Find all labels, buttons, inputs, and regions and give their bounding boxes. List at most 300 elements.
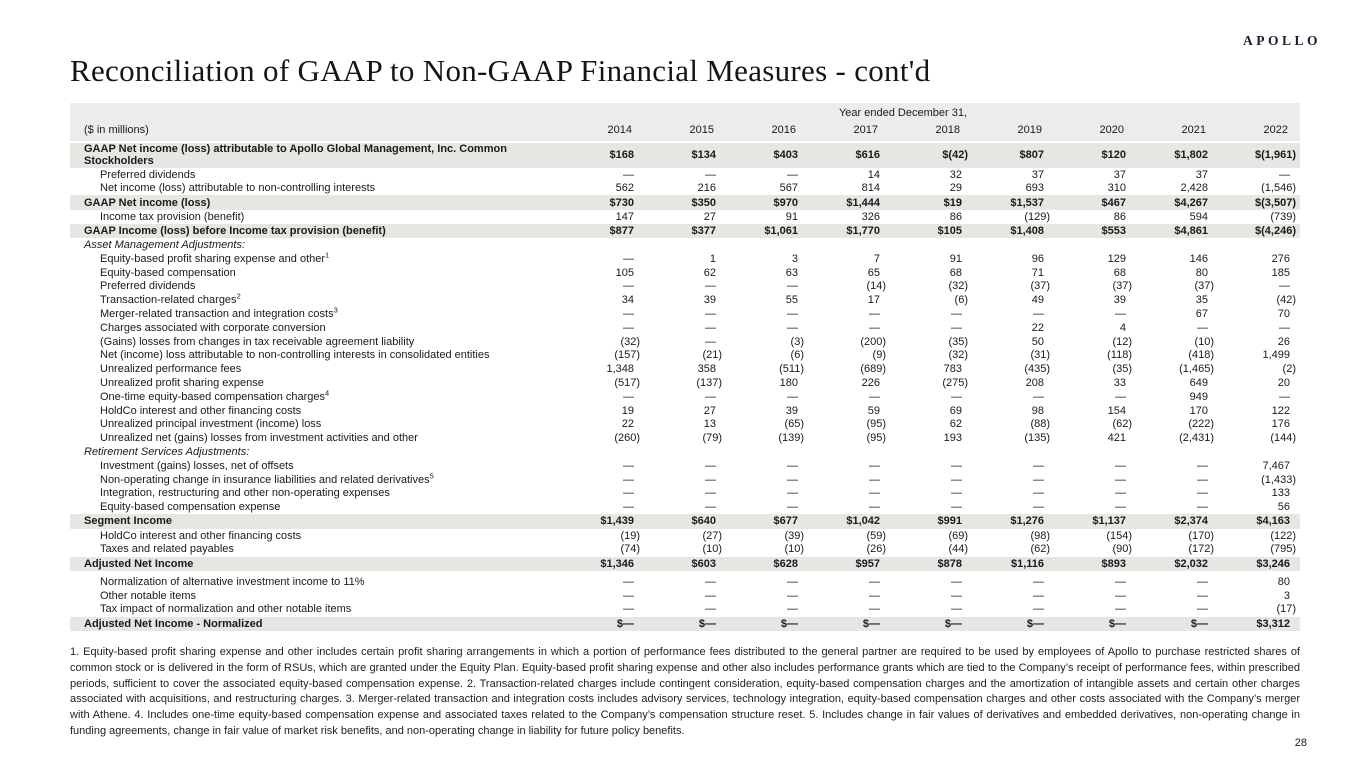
year-column-header: 2020	[1099, 124, 1124, 136]
cell-value: $350	[691, 196, 716, 209]
row-label: HoldCo interest and other financing costs	[100, 404, 302, 417]
cell-value: $1,439	[600, 515, 634, 528]
footnote-marker: 2	[236, 291, 241, 301]
row-label: Other notable items	[100, 589, 196, 602]
cell-value: —	[623, 459, 634, 472]
cell-value: (32)	[620, 335, 640, 348]
row-label: Retirement Services Adjustments:	[84, 446, 250, 459]
cell-value: —	[951, 575, 962, 588]
cell-value: $—	[944, 617, 962, 630]
row-label: GAAP Net income (loss)	[84, 196, 211, 209]
row-label: Unrealized profit sharing expense	[100, 377, 264, 390]
cell-value: —	[787, 501, 798, 514]
cell-value: (98)	[1030, 529, 1050, 542]
cell-value: (122)	[1270, 529, 1296, 542]
cell-value: (35)	[1112, 363, 1132, 376]
table-row	[70, 557, 1300, 572]
table-row	[70, 182, 1300, 196]
cell-value: 37	[1031, 168, 1044, 181]
cell-value: —	[951, 459, 962, 472]
cell-value: (6)	[954, 294, 968, 307]
cell-value: 80	[1277, 575, 1290, 588]
cell-value: 3	[791, 252, 798, 265]
year-column-header: 2016	[771, 124, 796, 136]
cell-value: 69	[949, 404, 962, 417]
cell-value: (129)	[1024, 210, 1050, 223]
cell-value: 146	[1189, 252, 1208, 265]
cell-value: —	[1115, 308, 1126, 321]
apollo-logo: APOLLO	[1242, 33, 1321, 48]
cell-value: —	[623, 280, 634, 293]
cell-value: 20	[1277, 377, 1290, 390]
cell-value: (12)	[1112, 335, 1132, 348]
table-row	[70, 543, 1300, 557]
cell-value: —	[787, 575, 798, 588]
cell-value: —	[1115, 487, 1126, 500]
cell-value: —	[623, 603, 634, 616]
cell-value: 216	[697, 182, 716, 195]
cell-value: 180	[779, 377, 798, 390]
row-label: Equity-based profit sharing expense and other$^1$	[100, 250, 330, 265]
cell-value: 122	[1271, 404, 1290, 417]
cell-value: 86	[949, 210, 962, 223]
cell-value: —	[623, 308, 634, 321]
cell-value: (9)	[872, 349, 886, 362]
cell-value: (21)	[702, 349, 722, 362]
table-row	[70, 589, 1300, 603]
cell-value: 783	[943, 363, 962, 376]
cell-value: —	[705, 473, 716, 486]
cell-value: $640	[691, 515, 716, 528]
cell-value: 814	[861, 182, 880, 195]
cell-value: $553	[1101, 224, 1126, 237]
year-column-header: 2015	[689, 124, 714, 136]
cell-value: $105	[937, 224, 962, 237]
cell-value: (95)	[866, 432, 886, 445]
cell-value: $377	[691, 224, 716, 237]
cell-value: —	[787, 308, 798, 321]
cell-value: —	[951, 501, 962, 514]
row-label: Adjusted Net Income	[84, 557, 194, 570]
cell-value: —	[787, 473, 798, 486]
cell-value: (137)	[696, 377, 722, 390]
cell-value: $730	[609, 196, 634, 209]
row-label: Normalization of alternative investment income to 11%	[100, 575, 365, 588]
cell-value: —	[705, 168, 716, 181]
cell-value: (418)	[1188, 349, 1214, 362]
cell-value: (14)	[866, 280, 886, 293]
row-label: Asset Management Adjustments:	[84, 239, 246, 252]
cell-value: (118)	[1107, 349, 1132, 362]
cell-value: —	[951, 321, 962, 334]
year-column-header: 2017	[853, 124, 878, 136]
cell-value: $1,116	[1010, 557, 1044, 570]
cell-value: $(1,961)	[1255, 149, 1296, 162]
cell-value: 71	[1031, 266, 1044, 279]
table-row	[70, 459, 1300, 473]
table-row	[70, 363, 1300, 377]
cell-value: 421	[1107, 432, 1126, 445]
cell-value: (511)	[779, 363, 804, 376]
cell-value: (69)	[948, 529, 968, 542]
cell-value: —	[1115, 603, 1126, 616]
row-label: Preferred dividends	[100, 168, 196, 181]
row-label: GAAP Income (loss) before Income tax provision (benefit)	[84, 224, 386, 237]
cell-value: 29	[949, 182, 962, 195]
row-label: Equity-based compensation	[100, 266, 236, 279]
row-label: Unrealized performance fees	[100, 363, 242, 376]
cell-value: —	[623, 321, 634, 334]
cell-value: —	[1115, 589, 1126, 602]
cell-value: —	[1115, 473, 1126, 486]
row-label: Merger-related transaction and integration costs$^3$	[100, 305, 338, 321]
cell-value: $970	[773, 196, 798, 209]
cell-value: $677	[773, 515, 798, 528]
cell-value: (35)	[948, 335, 968, 348]
table-row	[70, 349, 1300, 363]
cell-value: —	[705, 459, 716, 472]
cell-value: (37)	[1112, 280, 1132, 293]
cell-value: 37	[1113, 168, 1126, 181]
cell-value: 649	[1189, 377, 1208, 390]
cell-value: $19	[943, 196, 962, 209]
year-column-header: 2018	[935, 124, 960, 136]
cell-value: $957	[855, 557, 880, 570]
cell-value: 50	[1031, 335, 1044, 348]
cell-value: (435)	[1024, 363, 1050, 376]
footnote-marker: 5	[429, 470, 434, 480]
cell-value: —	[1033, 575, 1044, 588]
table-row	[70, 252, 1300, 266]
row-label: Integration, restructuring and other non-operating expenses	[100, 487, 390, 500]
cell-value: (135)	[1024, 432, 1050, 445]
cell-value: (1,465)	[1179, 363, 1214, 376]
cell-value: $878	[937, 557, 962, 570]
cell-value: 2,428	[1180, 182, 1208, 195]
cell-value: —	[705, 603, 716, 616]
cell-value: (37)	[1030, 280, 1050, 293]
cell-value: 56	[1277, 501, 1290, 514]
cell-value: —	[951, 473, 962, 486]
cell-value: 80	[1195, 266, 1208, 279]
cell-value: 37	[1195, 168, 1208, 181]
table-row	[70, 487, 1300, 501]
table-row	[70, 575, 1300, 589]
table-row	[70, 195, 1300, 210]
cell-value: 7	[873, 252, 880, 265]
row-label: HoldCo interest and other financing costs	[100, 529, 302, 542]
row-label: Investment (gains) losses, net of offsets	[100, 459, 294, 472]
cell-value: 276	[1271, 252, 1290, 265]
cell-value: 86	[1113, 210, 1126, 223]
cell-value: $2,032	[1174, 557, 1208, 570]
cell-value: (139)	[778, 432, 804, 445]
cell-value: —	[869, 575, 880, 588]
table-row	[70, 210, 1300, 224]
cell-value: $1,802	[1174, 149, 1208, 162]
cell-value: 35	[1195, 294, 1208, 307]
cell-value: —	[951, 589, 962, 602]
cell-value: 62	[703, 266, 716, 279]
cell-value: $134	[691, 149, 716, 162]
cell-value: (3)	[790, 335, 804, 348]
footnote-marker: 1	[325, 250, 330, 260]
cell-value: 310	[1107, 182, 1126, 195]
cell-value: —	[1115, 501, 1126, 514]
table-row	[70, 291, 1300, 308]
row-label: Unrealized net (gains) losses from investment activities and other	[100, 432, 418, 445]
table-row	[70, 404, 1300, 418]
cell-value: $1,346	[600, 557, 634, 570]
cell-value: 147	[615, 210, 634, 223]
cell-value: 67	[1195, 308, 1208, 321]
cell-value: —	[1279, 390, 1290, 403]
cell-value: $603	[691, 557, 716, 570]
cell-value: —	[787, 280, 798, 293]
cell-value: $1,537	[1010, 196, 1044, 209]
cell-value: (10)	[702, 543, 722, 556]
cell-value: —	[951, 390, 962, 403]
row-label: Preferred dividends	[100, 280, 196, 293]
cell-value: —	[705, 589, 716, 602]
cell-value: (1,546)	[1261, 182, 1296, 195]
row-label: Equity-based compensation expense	[100, 501, 281, 514]
cell-value: (517)	[614, 377, 640, 390]
cell-value: 65	[867, 266, 880, 279]
cell-value: 34	[621, 294, 634, 307]
cell-value: (88)	[1030, 418, 1050, 431]
cell-value: —	[1033, 390, 1044, 403]
cell-value: (74)	[620, 543, 640, 556]
table-row	[70, 238, 1300, 252]
cell-value: —	[787, 459, 798, 472]
cell-value: —	[705, 390, 716, 403]
span-header-spacer	[70, 106, 562, 121]
table-row	[70, 418, 1300, 432]
cell-value: 170	[1189, 404, 1208, 417]
year-column-header: 2021	[1181, 124, 1206, 136]
row-label: Tax impact of normalization and other notable items	[100, 603, 352, 616]
cell-value: 1,499	[1262, 349, 1290, 362]
cell-value: $(4,246)	[1255, 224, 1296, 237]
cell-value: 91	[949, 252, 962, 265]
table-row	[70, 266, 1300, 280]
cell-value: —	[623, 487, 634, 500]
cell-value: —	[787, 321, 798, 334]
cell-value: (10)	[1194, 335, 1214, 348]
cell-value: (1,433)	[1261, 473, 1296, 486]
cell-value: $4,163	[1256, 515, 1290, 528]
cell-value: 562	[615, 182, 634, 195]
cell-value: —	[787, 589, 798, 602]
cell-value: (2)	[1282, 363, 1296, 376]
cell-value: —	[1279, 280, 1290, 293]
cell-value: 949	[1189, 390, 1208, 403]
page-number: 28	[1294, 737, 1307, 749]
table-row	[70, 529, 1300, 543]
cell-value: —	[869, 321, 880, 334]
cell-value: $3,246	[1256, 557, 1290, 570]
cell-value: 4	[1119, 321, 1126, 334]
cell-value: —	[1033, 473, 1044, 486]
cell-value: $1,276	[1010, 515, 1044, 528]
cell-value: 55	[785, 294, 798, 307]
cell-value: —	[705, 501, 716, 514]
footnote-marker: 4	[325, 388, 330, 398]
cell-value: —	[951, 603, 962, 616]
cell-value: —	[1197, 459, 1208, 472]
table-row	[70, 280, 1300, 294]
cell-value: (42)	[1276, 294, 1296, 307]
cell-value: 7,467	[1262, 459, 1290, 472]
cell-value: (739)	[1270, 210, 1296, 223]
cell-value: (157)	[614, 349, 640, 362]
cell-value: —	[869, 308, 880, 321]
table-row	[70, 224, 1300, 239]
cell-value: (19)	[620, 529, 640, 542]
cell-value: (200)	[860, 335, 886, 348]
cell-value: (39)	[784, 529, 804, 542]
cell-value: (62)	[1112, 418, 1132, 431]
cell-value: —	[623, 252, 634, 265]
cell-value: —	[623, 575, 634, 588]
cell-value: —	[623, 473, 634, 486]
cell-value: $4,861	[1174, 224, 1208, 237]
cell-value: 22	[621, 418, 634, 431]
cell-value: $—	[862, 617, 880, 630]
cell-value: (154)	[1106, 529, 1132, 542]
cell-value: 105	[615, 266, 634, 279]
cell-value: 96	[1031, 252, 1044, 265]
row-label: Income tax provision (benefit)	[100, 210, 245, 223]
cell-value: $628	[773, 557, 798, 570]
cell-value: (27)	[702, 529, 722, 542]
table-row	[70, 445, 1300, 459]
cell-value: 133	[1271, 487, 1290, 500]
cell-value: (144)	[1270, 432, 1296, 445]
table-body	[70, 143, 1300, 631]
cell-value: —	[1197, 487, 1208, 500]
cell-value: —	[787, 390, 798, 403]
table-row	[70, 376, 1300, 390]
cell-value: (170)	[1188, 529, 1214, 542]
year-column-header: 2019	[1017, 124, 1042, 136]
cell-value: —	[1279, 321, 1290, 334]
row-label: Net income (loss) attributable to non-controlling interests	[100, 182, 376, 195]
cell-value: —	[869, 501, 880, 514]
table-row	[70, 501, 1300, 515]
cell-value: 59	[867, 404, 880, 417]
cell-value: —	[1197, 603, 1208, 616]
cell-value: —	[869, 390, 880, 403]
row-label: Non-operating change in insurance liabilities and related derivatives$^5$	[100, 470, 434, 486]
cell-value: (32)	[948, 280, 968, 293]
cell-value: 14	[867, 168, 880, 181]
cell-value: 154	[1107, 404, 1126, 417]
span-header-label: Year ended December 31,	[838, 107, 967, 119]
cell-value: 176	[1271, 418, 1290, 431]
cell-value: —	[1115, 459, 1126, 472]
table-row	[70, 168, 1300, 182]
cell-value: 129	[1107, 252, 1126, 265]
cell-value: —	[705, 487, 716, 500]
cell-value: —	[869, 459, 880, 472]
cell-value: —	[705, 321, 716, 334]
cell-value: —	[869, 603, 880, 616]
row-label: Segment Income	[84, 515, 173, 528]
cell-value: (689)	[860, 363, 886, 376]
row-label: Taxes and related payables	[100, 543, 234, 556]
cell-value: 49	[1031, 294, 1044, 307]
page-title: Reconciliation of GAAP to Non-GAAP Financial Measures - cont'd	[70, 53, 931, 88]
row-label: Net (income) loss attributable to non-controlling interests in consolidated entities	[100, 349, 490, 362]
cell-value: —	[1033, 459, 1044, 472]
cell-value: (222)	[1188, 418, 1214, 431]
cell-value: 1,348	[606, 363, 634, 376]
cell-value: (260)	[614, 432, 640, 445]
cell-value: —	[869, 473, 880, 486]
cell-value: 98	[1031, 404, 1044, 417]
cell-value: —	[1115, 575, 1126, 588]
cell-value: 3	[1283, 589, 1290, 602]
row-label: Adjusted Net Income - Normalized	[84, 617, 263, 630]
cell-value: $—	[698, 617, 716, 630]
cell-value: (62)	[1030, 543, 1050, 556]
cell-value: (795)	[1270, 543, 1296, 556]
cell-value: 13	[703, 418, 716, 431]
cell-value: —	[869, 589, 880, 602]
cell-value: —	[623, 589, 634, 602]
cell-value: $1,408	[1010, 224, 1044, 237]
year-column-header: 2022	[1263, 124, 1288, 136]
cell-value: —	[1197, 575, 1208, 588]
cell-value: 32	[949, 168, 962, 181]
footnotes: 1. Equity-based profit sharing expense and other includes certain profit sharing arrangements in which a portion of performance fees distributed to the general partner are required to be used by employees of Apollo to purchase restricted shares of common stock or is delivered in the form of RSUs, which are granted under the Equity Plan. Equity-based profit sharing expense and other also includes performance grants which are tied to the Company’s receipt of performance fees, within prescribed periods, sufficient to cover the associated equity-based compensation expense. 2. Transaction-related charges include contingent consideration, equity-based compensation charges and the amortization of intangible assets and certain other charges associated with acquisitions, and restructuring charges. 3. Merger-related transaction and integration costs includes advisory services, technology integration, equity-based compensation charges and other costs associated with the Company’s merger with Athene. 4. Includes one-time equity-based compensation expense and associated taxes related to the Company’s compensation structure reset. 5. Includes change in fair values of derivatives and embedded derivatives, non-operating change in funding agreements, change in fair value of market risk benefits, and non-operating change in liability for future policy benefits.	[70, 646, 1300, 738]
cell-value: $—	[616, 617, 634, 630]
cell-value: —	[1197, 321, 1208, 334]
cell-value: (2,431)	[1179, 432, 1214, 445]
cell-value: —	[623, 390, 634, 403]
cell-value: $—	[1026, 617, 1044, 630]
column-header-row	[70, 121, 1300, 141]
cell-value: —	[1115, 390, 1126, 403]
cell-value: —	[951, 487, 962, 500]
cell-value: 193	[943, 432, 962, 445]
cell-value: 226	[861, 377, 880, 390]
cell-value: 62	[949, 418, 962, 431]
table-row	[70, 307, 1300, 321]
cell-value: 39	[703, 294, 716, 307]
cell-value: —	[1033, 589, 1044, 602]
cell-value: —	[705, 575, 716, 588]
cell-value: 594	[1189, 210, 1208, 223]
cell-value: (172)	[1188, 543, 1214, 556]
row-label: Unrealized principal investment (income) loss	[100, 418, 322, 431]
cell-value: 208	[1025, 377, 1044, 390]
row-label: One-time equity-based compensation charges$^4$	[100, 388, 330, 403]
cell-value: —	[951, 308, 962, 321]
cell-value: 567	[779, 182, 798, 195]
cell-value: 68	[1113, 266, 1126, 279]
cell-value: 185	[1271, 266, 1290, 279]
units-label: ($ in millions)	[84, 124, 149, 136]
cell-value: —	[1033, 308, 1044, 321]
cell-value: —	[623, 168, 634, 181]
cell-value: 63	[785, 266, 798, 279]
cell-value: (31)	[1030, 349, 1050, 362]
cell-value: $403	[773, 149, 798, 162]
cell-value: 39	[1113, 294, 1126, 307]
